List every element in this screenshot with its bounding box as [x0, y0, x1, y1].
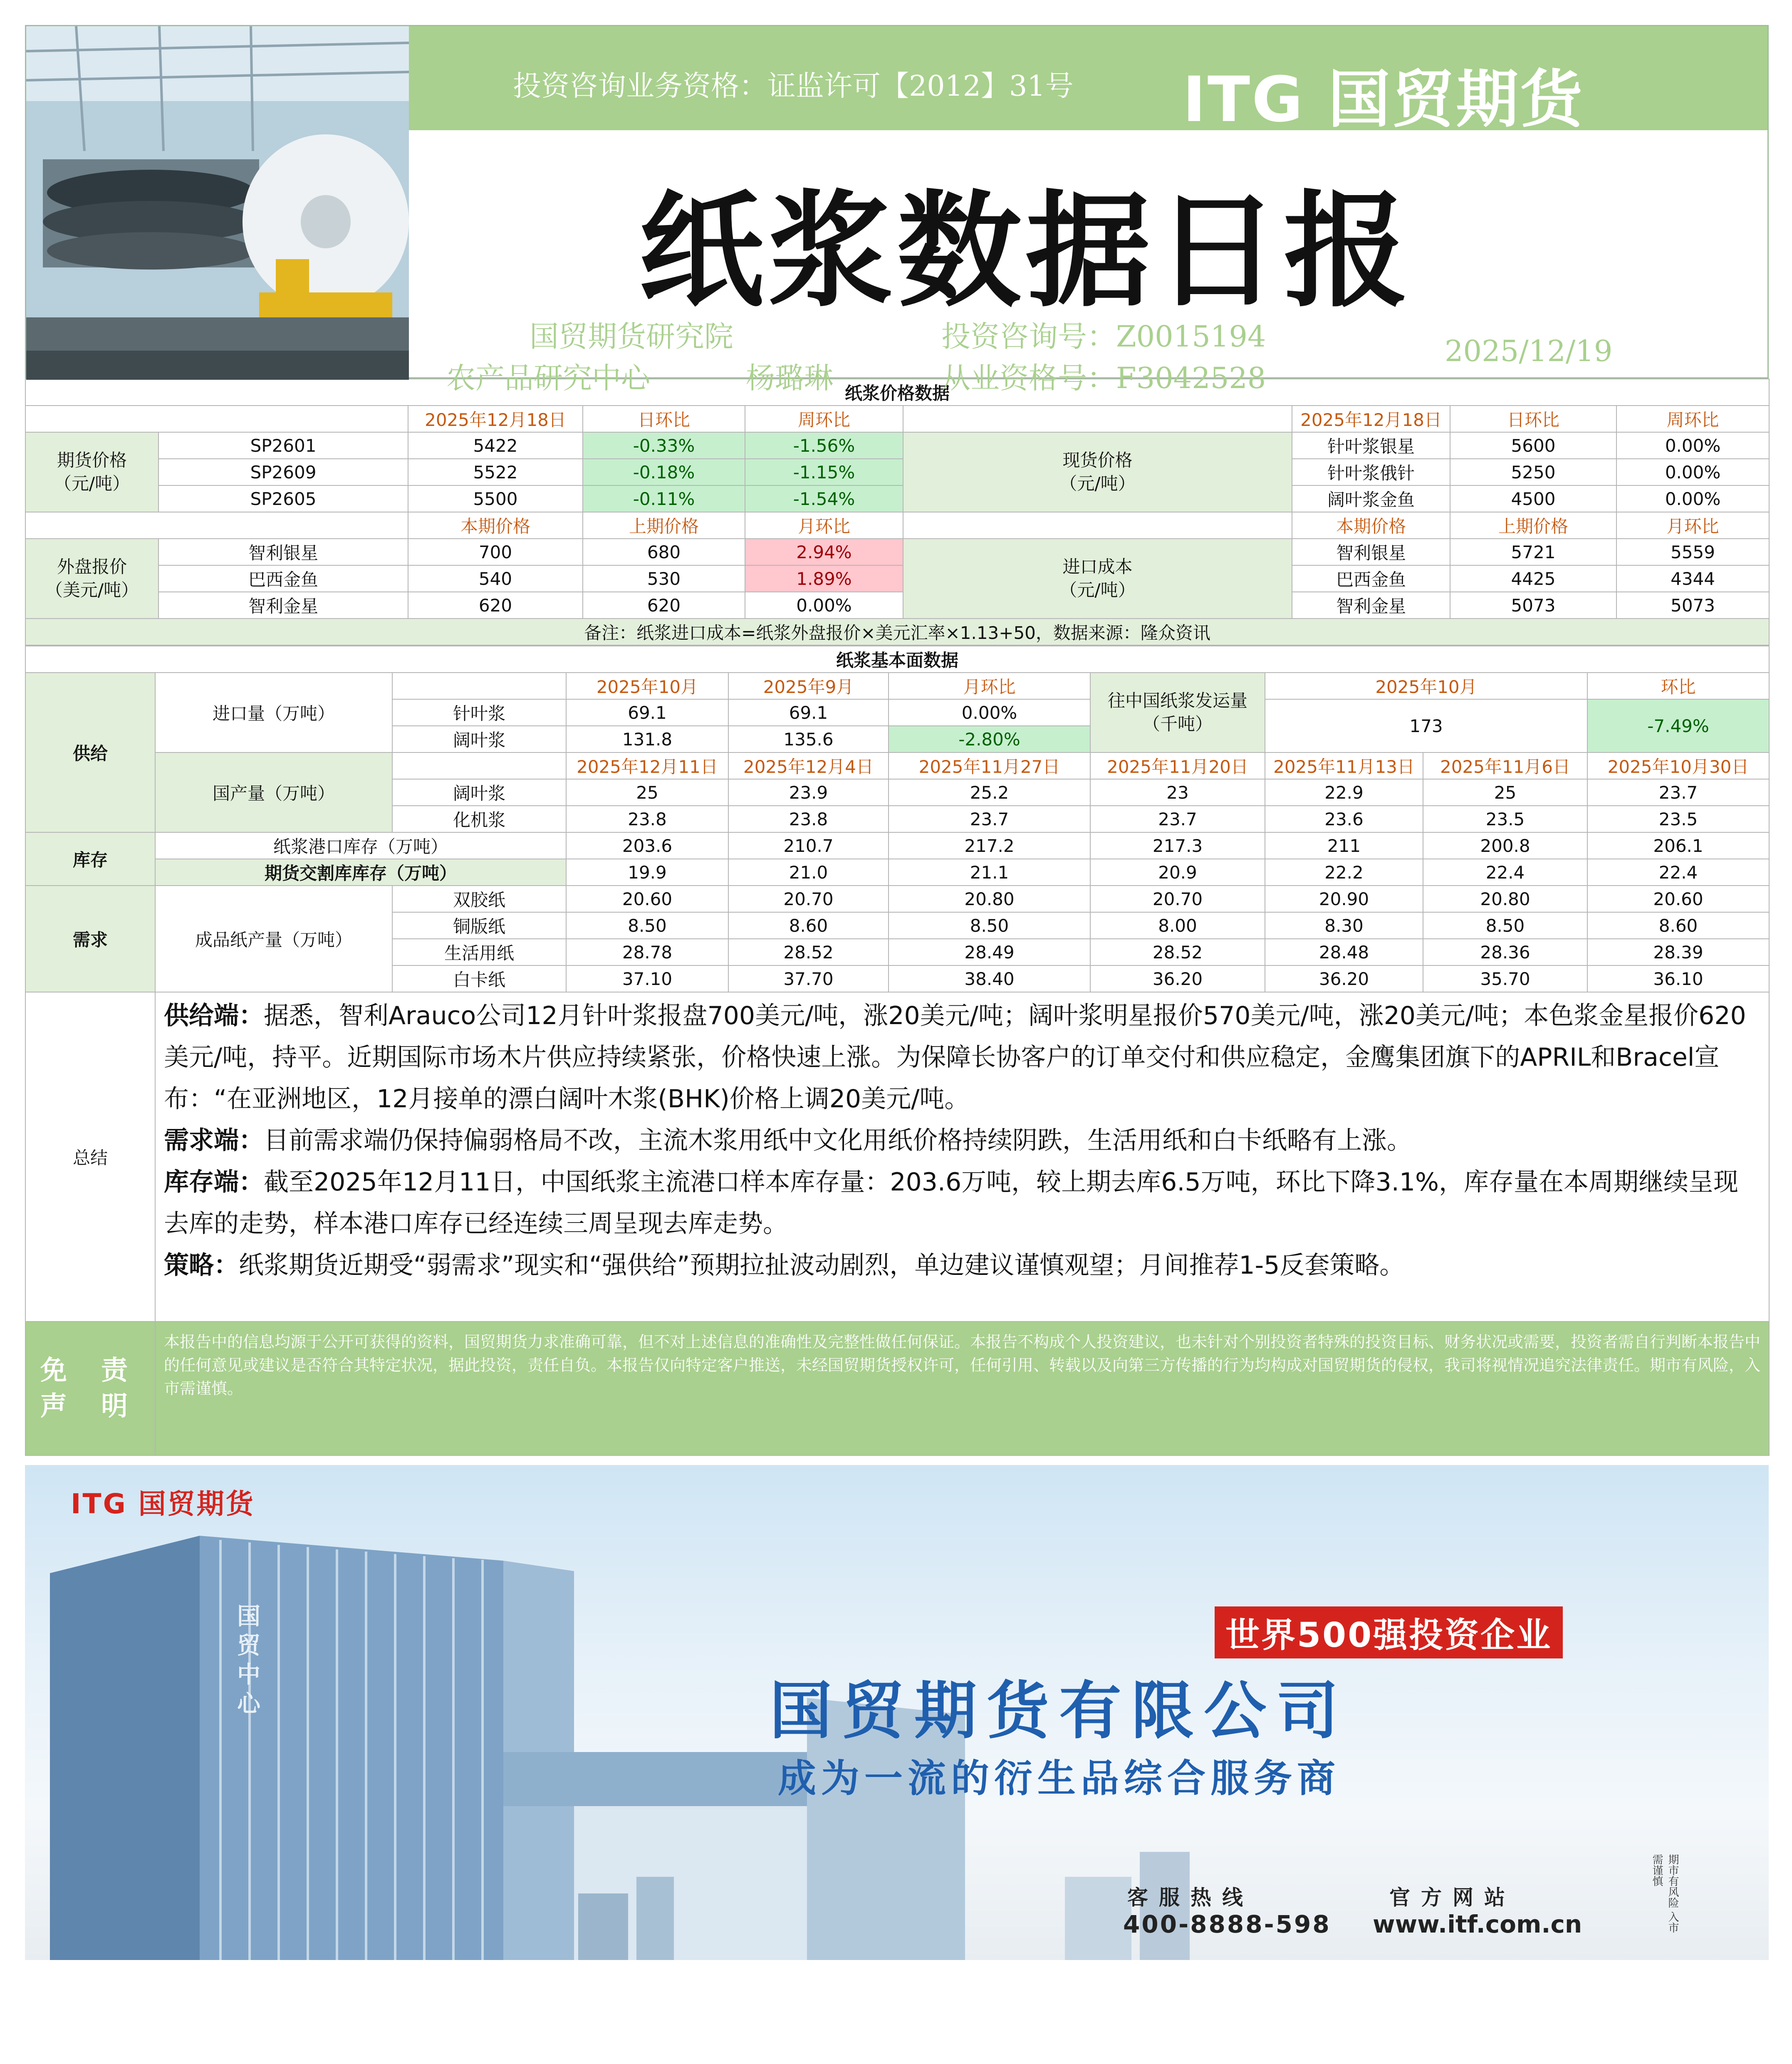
- import-row-name: 针叶浆: [392, 699, 566, 726]
- futures-price: 5522: [408, 459, 583, 485]
- weekly-value: 22.4: [1423, 859, 1587, 886]
- weekly-value: 19.9: [566, 859, 728, 886]
- weekly-value: 20.60: [1587, 886, 1769, 912]
- center-name: 农产品研究中心: [446, 361, 650, 395]
- spot-price: 5250: [1450, 459, 1616, 485]
- weekly-value: 8.50: [566, 912, 728, 939]
- fundamentals-section-title: 纸浆基本面数据: [25, 646, 1769, 673]
- col-mom-import: 月环比: [1616, 512, 1769, 539]
- futures-name: SP2609: [158, 459, 408, 485]
- building-sign: 国贸中心: [237, 1603, 260, 1718]
- weekly-value: 211: [1265, 832, 1423, 859]
- futures-name: SP2601: [158, 432, 408, 459]
- import-cost-label: 进口成本 （元/吨）: [903, 539, 1292, 619]
- foreign-previous: 680: [583, 539, 745, 565]
- shipment-value: 173: [1265, 699, 1587, 752]
- import-name: 智利银星: [1292, 539, 1450, 565]
- report-date: 2025/12/19: [1445, 334, 1613, 368]
- futures-name: SP2605: [158, 485, 408, 512]
- website-url[interactable]: www.itf.com.cn: [1373, 1910, 1582, 1938]
- shipment-col-oct: 2025年10月: [1265, 673, 1587, 699]
- weekly-value: 8.60: [728, 912, 889, 939]
- import-row-oct: 69.1: [566, 699, 728, 726]
- weekly-value: 20.70: [728, 886, 889, 912]
- domestic-output-label: 国产量（万吨）: [155, 752, 392, 832]
- weekly-value: 20.9: [1090, 859, 1265, 886]
- weekly-value: 21.0: [728, 859, 889, 886]
- weekly-value: 28.36: [1423, 939, 1587, 965]
- shipment-label: 往中国纸浆发运量 （千吨）: [1090, 673, 1265, 752]
- weekly-value: 22.2: [1265, 859, 1423, 886]
- report: [25, 25, 1769, 1960]
- foreign-previous: 620: [583, 592, 745, 619]
- foreign-mom: 1.89%: [745, 565, 903, 592]
- weekly-value: 8.30: [1265, 912, 1423, 939]
- shipment-col-mom: 环比: [1587, 673, 1769, 699]
- weekly-value: 25: [566, 779, 728, 806]
- import-col-oct: 2025年10月: [566, 673, 728, 699]
- foreign-current: 620: [408, 592, 583, 619]
- col-date-spot: 2025年12月18日: [1292, 406, 1450, 432]
- weekly-value: 23.8: [728, 806, 889, 832]
- weekly-col-header: 2025年12月4日: [728, 752, 889, 779]
- paper-row-name: 双胶纸: [392, 886, 566, 912]
- futures-price: 5500: [408, 485, 583, 512]
- weekly-value: 23: [1090, 779, 1265, 806]
- weekly-value: 23.7: [889, 806, 1090, 832]
- weekly-value: 28.48: [1265, 939, 1423, 965]
- spot-dod: 0.00%: [1616, 459, 1769, 485]
- foreign-name: 智利金星: [158, 592, 408, 619]
- import-row-name: 阔叶浆: [392, 726, 566, 752]
- weekly-value: 23.6: [1265, 806, 1423, 832]
- futures-wow: -1.54%: [745, 485, 903, 512]
- weekly-col-header: 2025年10月30日: [1587, 752, 1769, 779]
- weekly-col-header: 2025年12月11日: [566, 752, 728, 779]
- weekly-value: 203.6: [566, 832, 728, 859]
- weekly-value: 20.80: [1423, 886, 1587, 912]
- weekly-value: 35.70: [1423, 965, 1587, 992]
- weekly-value: 36.20: [1090, 965, 1265, 992]
- weekly-value: 23.7: [1587, 779, 1769, 806]
- risk-note: 期市有风险 入市需谨慎: [1651, 1854, 1679, 1933]
- weekly-value: 23.7: [1090, 806, 1265, 832]
- paper-mill-illustration: [26, 26, 409, 380]
- import-row-oct: 131.8: [566, 726, 728, 752]
- col-mom: 月环比: [745, 512, 903, 539]
- spot-price: 4500: [1450, 485, 1616, 512]
- import-col-mom: 月环比: [889, 673, 1090, 699]
- weekly-value: 36.20: [1265, 965, 1423, 992]
- weekly-value: 28.39: [1587, 939, 1769, 965]
- import-row-mom: -2.80%: [889, 726, 1090, 752]
- foreign-current: 540: [408, 565, 583, 592]
- website-label: 官方网站: [1389, 1886, 1516, 1910]
- consult-number: 投资咨询号：Z0015194: [941, 319, 1266, 354]
- foreign-previous: 530: [583, 565, 745, 592]
- weekly-value: 200.8: [1423, 832, 1587, 859]
- spot-price: 5600: [1450, 432, 1616, 459]
- weekly-col-header: 2025年11月20日: [1090, 752, 1265, 779]
- weekly-value: 23.5: [1587, 806, 1769, 832]
- banner-slogan: 世界500强投资企业: [1215, 1606, 1563, 1658]
- price-note: 备注：纸浆进口成本=纸浆外盘报价×美元汇率×1.13+50，数据来源：隆众资讯: [25, 619, 1769, 645]
- inventory-label: 库存: [25, 832, 155, 886]
- paper-mill-photo: [26, 26, 409, 380]
- weekly-value: 21.1: [889, 859, 1090, 886]
- weekly-value: 28.49: [889, 939, 1090, 965]
- col-dod-spot: 日环比: [1450, 406, 1616, 432]
- weekly-value: 206.1: [1587, 832, 1769, 859]
- foreign-name: 巴西金鱼: [158, 565, 408, 592]
- demand-label: 需求: [25, 886, 155, 992]
- futures-dod: -0.11%: [583, 485, 745, 512]
- import-previous: 4344: [1616, 565, 1769, 592]
- foreign-mom: 2.94%: [745, 539, 903, 565]
- weekly-col-header: 2025年11月13日: [1265, 752, 1423, 779]
- company-banner: [25, 1465, 1769, 1960]
- hotline-number: 400-8888-598: [1123, 1910, 1331, 1938]
- summary-strategy: 策略：纸浆期货近期受“弱需求”现实和“强供给”预期拉扯波动剧烈，单边建议谨慎观望；月间推荐1-5反套策略。: [164, 1251, 1405, 1280]
- weekly-value: 217.3: [1090, 832, 1265, 859]
- paper-row-name: 白卡纸: [392, 965, 566, 992]
- summary-text: [155, 992, 1769, 1322]
- report-title: 纸浆数据日报: [639, 177, 1413, 324]
- weekly-value: 25: [1423, 779, 1587, 806]
- spot-dod: 0.00%: [1616, 432, 1769, 459]
- weekly-value: 20.80: [889, 886, 1090, 912]
- foreign-mom: 0.00%: [745, 592, 903, 619]
- weekly-value: 23.9: [728, 779, 889, 806]
- summary-label: 总结: [25, 992, 155, 1322]
- paper-row-name: 生活用纸: [392, 939, 566, 965]
- price-section-title: 纸浆价格数据: [25, 379, 1769, 406]
- col-previous-import: 上期价格: [1450, 512, 1616, 539]
- futures-price: 5422: [408, 432, 583, 459]
- hotline-label: 客服热线: [1127, 1886, 1254, 1910]
- spot-name: 阔叶浆金鱼: [1292, 485, 1450, 512]
- import-name: 巴西金鱼: [1292, 565, 1450, 592]
- import-previous: 5559: [1616, 539, 1769, 565]
- qualification-text: 投资咨询业务资格：证监许可【2012】31号: [513, 70, 1074, 103]
- import-col-sep: 2025年9月: [728, 673, 889, 699]
- col-wow-spot: 周环比: [1616, 406, 1769, 432]
- spot-label: 现货价格 （元/吨）: [903, 432, 1292, 512]
- import-current: 4425: [1450, 565, 1616, 592]
- import-row-sep: 69.1: [728, 699, 889, 726]
- futures-dod: -0.18%: [583, 459, 745, 485]
- summary-supply: 供给端：据悉，智利Arauco公司12月针叶浆报盘700美元/吨，涨20美元/吨；阔叶浆明星报价570美元/吨，涨20美元/吨；本色浆金星报价620美元/吨，持平。近期国际市场木片供应持续紧张，价格快速上涨。为保障长协客户的订单交付和供应稳定，金鹰集团旗下的APRIL和Bracel宣布：“在亚洲地区，12月接单的漂白阔叶木浆(BHK)价格上调20美元/吨。: [164, 1001, 1746, 1114]
- institute-name: 国贸期货研究院: [530, 319, 733, 354]
- col-previous: 上期价格: [583, 512, 745, 539]
- weekly-value: 28.52: [728, 939, 889, 965]
- import-current: 5721: [1450, 539, 1616, 565]
- foreign-current: 700: [408, 539, 583, 565]
- weekly-value: 20.90: [1265, 886, 1423, 912]
- weekly-value: 8.50: [889, 912, 1090, 939]
- inventory-row-name: 期货交割库库存（万吨）: [155, 859, 566, 886]
- weekly-value: 8.00: [1090, 912, 1265, 939]
- banner-company: 国贸期货有限公司: [770, 1675, 1349, 1747]
- weekly-col-header: 2025年11月6日: [1423, 752, 1587, 779]
- import-row-mom: 0.00%: [889, 699, 1090, 726]
- weekly-value: 38.40: [889, 965, 1090, 992]
- weekly-value: 25.2: [889, 779, 1090, 806]
- col-current-import: 本期价格: [1292, 512, 1450, 539]
- spot-name: 针叶浆银星: [1292, 432, 1450, 459]
- col-current: 本期价格: [408, 512, 583, 539]
- futures-dod: -0.33%: [583, 432, 745, 459]
- spot-dod: 0.00%: [1616, 485, 1769, 512]
- weekly-value: 36.10: [1587, 965, 1769, 992]
- weekly-value: 23.5: [1423, 806, 1587, 832]
- weekly-value: 37.10: [566, 965, 728, 992]
- disclaimer-text: 本报告中的信息均源于公开可获得的资料，国贸期货力求准确可靠，但不对上述信息的准确性及完整性做任何保证。本报告不构成个人投资建议，也未针对个别投资者特殊的投资目标、财务状况或需要，投资者需自行判断本报告中的任何意见或建议是否符合其特定状况，据此投资，责任自负。本报告仅向特定客户推送，未经国贸期货授权许可，任何引用、转载以及向第三方传播的行为均构成对国贸期货的侵权，我司将视情况追究法律责任。期市有风险，入市需谨慎。: [155, 1322, 1769, 1455]
- futures-wow: -1.56%: [745, 432, 903, 459]
- disclaimer-label: 免 责 声 明: [25, 1322, 155, 1455]
- price-table: [25, 379, 1770, 646]
- weekly-value: 22.4: [1587, 859, 1769, 886]
- weekly-value: 20.70: [1090, 886, 1265, 912]
- weekly-value: 20.60: [566, 886, 728, 912]
- col-date: 2025年12月18日: [408, 406, 583, 432]
- license-number: 从业资格号：F3042528: [941, 361, 1266, 395]
- weekly-value: 217.2: [889, 832, 1090, 859]
- domestic-row-name: 化机浆: [392, 806, 566, 832]
- fundamentals-table: [25, 646, 1770, 1456]
- shipment-mom: -7.49%: [1587, 699, 1769, 752]
- paper-output-label: 成品纸产量（万吨）: [155, 886, 392, 992]
- weekly-value: 28.78: [566, 939, 728, 965]
- domestic-row-name: 阔叶浆: [392, 779, 566, 806]
- weekly-value: 210.7: [728, 832, 889, 859]
- weekly-value: 23.8: [566, 806, 728, 832]
- import-current: 5073: [1450, 592, 1616, 619]
- summary-inventory: 库存端：截至2025年12月11日，中国纸浆主流港口样本库存量：203.6万吨，较上期去库6.5万吨，环比下降3.1%，库存量在本周期继续呈现去库的走势，样本港口库存已经连续三周呈现去库走势。: [164, 1168, 1739, 1238]
- import-volume-label: 进口量（万吨）: [155, 673, 392, 752]
- weekly-col-header: 2025年11月27日: [889, 752, 1090, 779]
- weekly-value: 8.50: [1423, 912, 1587, 939]
- import-name: 智利金星: [1292, 592, 1450, 619]
- weekly-value: 37.70: [728, 965, 889, 992]
- foreign-label: 外盘报价 （美元/吨）: [25, 539, 158, 619]
- futures-label: 期货价格 （元/吨）: [25, 432, 158, 512]
- itg-logo: ITG 国贸期货: [1183, 64, 1584, 136]
- paper-row-name: 铜版纸: [392, 912, 566, 939]
- weekly-value: 28.52: [1090, 939, 1265, 965]
- futures-wow: -1.15%: [745, 459, 903, 485]
- weekly-value: 22.9: [1265, 779, 1423, 806]
- col-dod: 日环比: [583, 406, 745, 432]
- summary-demand: 需求端：目前需求端仍保持偏弱格局不改，主流木浆用纸中文化用纸价格持续阴跌，生活用纸和白卡纸略有上涨。: [164, 1126, 1412, 1155]
- author-name: 杨璐琳: [746, 361, 833, 395]
- inventory-row-name: 纸浆港口库存（万吨）: [155, 832, 566, 859]
- banner-logo: ITG 国贸期货: [71, 1488, 255, 1520]
- spot-name: 针叶浆俄针: [1292, 459, 1450, 485]
- weekly-value: 8.60: [1587, 912, 1769, 939]
- foreign-name: 智利银星: [158, 539, 408, 565]
- import-previous: 5073: [1616, 592, 1769, 619]
- col-wow: 周环比: [745, 406, 903, 432]
- import-row-sep: 135.6: [728, 726, 889, 752]
- banner-tagline: 成为一流的衍生品综合服务商: [778, 1756, 1341, 1801]
- supply-label: 供给: [25, 673, 155, 832]
